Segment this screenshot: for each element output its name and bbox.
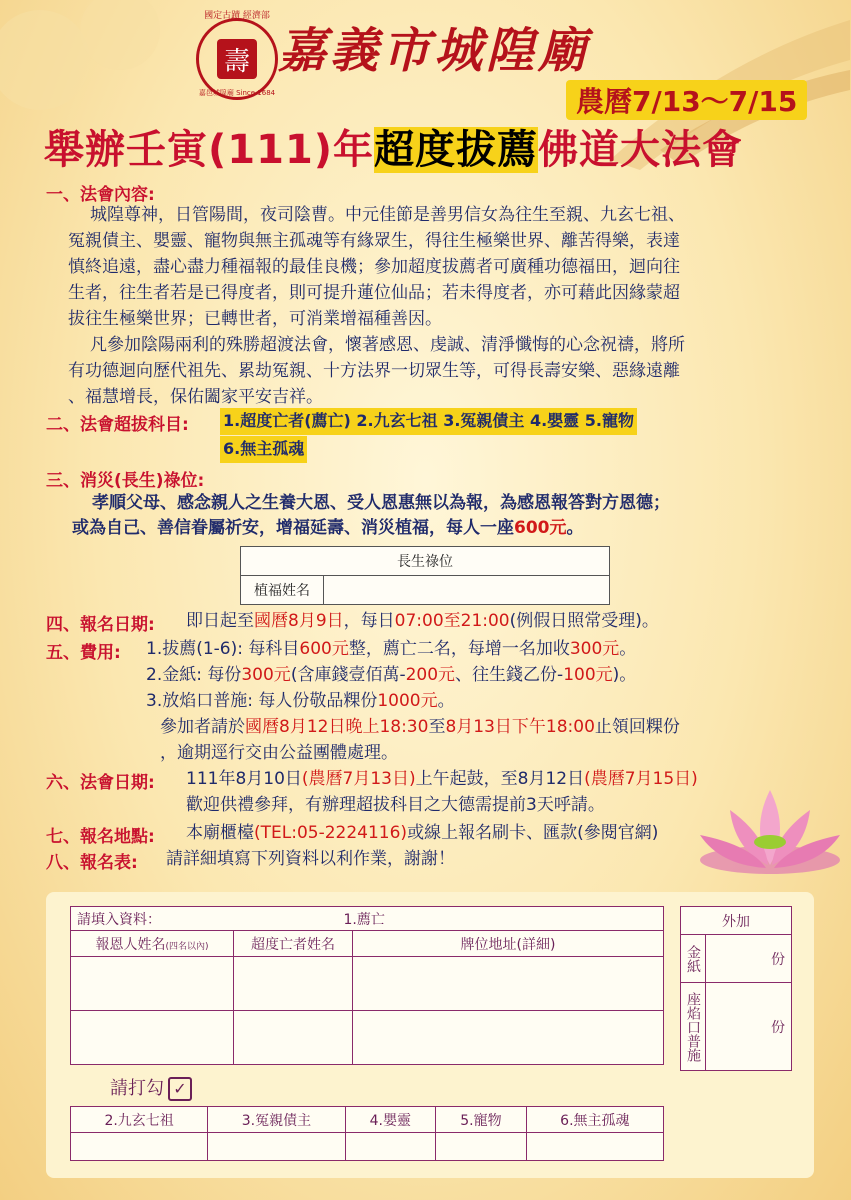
sec4-t5: (例假日照常受理)。 — [509, 611, 659, 631]
sec8-text: 請詳細填寫下列資料以利作業，謝謝！ — [166, 849, 455, 869]
sec4-t3: ，每日 — [343, 611, 395, 631]
sec6-heading: 六、法會日期: — [46, 773, 155, 793]
check-item: 6.無主孤魂 — [526, 1107, 663, 1133]
sec2-items-line2: 6.無主孤魂 — [220, 436, 307, 463]
sec3-line1: 孝順父母、感念親人之生養大恩、受人恩惠無以為報，為感恩報答對方恩德； — [92, 493, 670, 513]
sec5-line1 — [146, 636, 636, 663]
col-donor-name-note: (四名以內) — [165, 941, 209, 952]
extras-table — [680, 906, 792, 1071]
sec7-a: 本廟櫃檯 — [186, 823, 254, 843]
sec4-text — [186, 608, 659, 635]
sec8-heading: 八、報名表: — [46, 853, 138, 873]
sec5-l1c: 整，薦亡二名，每增一名加收 — [348, 639, 570, 659]
sec3-heading: 三、消災(長生)祿位: — [46, 471, 205, 491]
check-prompt — [110, 1074, 192, 1101]
sec7-heading: 七、報名地點: — [46, 827, 155, 847]
sec1-p1-l2: 冤親債主、嬰靈、寵物與無主孤魂等有緣眾生，得往生極樂世界、離苦得樂，表達 — [68, 231, 680, 251]
sec5-l2c: (含庫錢壹佰萬- — [290, 665, 406, 685]
sec5-l3c: 。 — [437, 691, 455, 711]
sec3-line2 — [72, 515, 584, 542]
longevity-table — [240, 546, 610, 605]
check-cell[interactable] — [436, 1133, 527, 1161]
fill-label: 請填入資料： — [71, 907, 234, 931]
gold-paper-qty[interactable] — [706, 935, 792, 983]
sec6-d: (農曆7月15日) — [584, 769, 698, 789]
sec5-l1d: 300元 — [569, 639, 620, 659]
sec6-line2: 歡迎供禮參拜，有辦理超拔科目之大德需提前3天呼請。 — [186, 795, 605, 815]
sec4-hours: 07:00至21:00 — [394, 611, 510, 631]
check-cell[interactable] — [208, 1133, 345, 1161]
offering-unit: 份 — [771, 1019, 785, 1036]
longevity-name-label: 植福姓名 — [241, 576, 324, 605]
sec5-line4 — [160, 714, 680, 741]
sec5-l4a: 參加者請於 — [160, 717, 245, 737]
check-item: 4.嬰靈 — [345, 1107, 436, 1133]
sec2-heading: 二、法會超拔科目: — [46, 415, 189, 435]
seal-bottom-text: 嘉邑城隍廟 Since 1684 — [198, 89, 276, 97]
sec6-c: 上午起鼓，至8月12日 — [415, 769, 585, 789]
sec7-c: 或線上報名刷卡、匯款(參閱官網) — [407, 823, 659, 843]
donor-name-cell[interactable] — [71, 957, 234, 1011]
col-tablet-address: 牌位地址(詳細) — [353, 931, 664, 957]
longevity-table-title: 長生祿位 — [241, 547, 610, 576]
deceased-name-cell[interactable] — [234, 957, 353, 1011]
lunar-dates-badge: 農曆7/13～7/15 — [566, 80, 807, 120]
sec5-l3b: 1000元 — [377, 691, 438, 711]
tablet-address-cell[interactable] — [353, 1011, 664, 1065]
sec1-p2-l1: 凡參加陰陽兩利的殊勝超渡法會，懷著感恩、虔誠、清淨懺悔的心念祝禱，將所 — [90, 335, 685, 355]
sec5-l2g: )。 — [612, 665, 637, 685]
sec1-p1-l3: 慎終追遠，盡心盡力種福報的最佳良機；參加超度拔薦者可廣種功德福田，迴向往 — [68, 257, 680, 277]
sec5-heading: 五、費用: — [46, 643, 121, 663]
sec5-l1b: 600元 — [299, 639, 349, 659]
sec3-line2-post: 。 — [566, 518, 584, 538]
sec5-line5: ，逾期逕行交由公益團體處理。 — [160, 743, 398, 763]
title-highlight: 超度拔薦 — [374, 127, 539, 173]
sec5-l4d: 8月13日下午18:00 — [445, 717, 595, 737]
temple-name: 嘉義市城隍廟 — [278, 23, 591, 79]
sec5-l4c: 至 — [428, 717, 446, 737]
sec5-l2a: 2.金紙: 每份 — [146, 665, 242, 685]
sec1-p2-l2: 有功德迴向歷代祖先、累劫冤親、十方法界一切眾生等，可得長壽安樂、惡緣遠離 — [68, 361, 680, 381]
checkbox-table — [70, 1106, 664, 1161]
sec5-l2b: 300元 — [241, 665, 291, 685]
title-post: 佛道大法會 — [538, 127, 744, 173]
sec5-l4e: 止領回粿份 — [594, 717, 680, 737]
sec5-l4b: 國曆8月12日晚上18:30 — [245, 717, 429, 737]
donor-name-cell[interactable] — [71, 1011, 234, 1065]
sec5-l2e: 、往生錢乙份- — [455, 665, 564, 685]
sec1-p1-l1: 城隍尊神，日管陽間，夜司陰曹。中元佳節是善男信女為往生至親、九玄七祖、 — [90, 205, 685, 225]
sec1-heading: 一、法會內容: — [46, 185, 155, 205]
tablet-address-cell[interactable] — [353, 957, 664, 1011]
longevity-name-field[interactable] — [324, 576, 610, 605]
check-item: 5.寵物 — [436, 1107, 527, 1133]
extras-title: 外加 — [681, 907, 792, 935]
check-cell[interactable] — [71, 1133, 208, 1161]
check-cell[interactable] — [526, 1133, 663, 1161]
col-donor-name-label: 報恩人姓名 — [95, 936, 166, 953]
sec7-text — [186, 820, 658, 847]
seal-character: 壽 — [217, 39, 257, 79]
sec1-p1-l4: 生者，往生者若是已得度者，則可提升蓮位仙品；若未得度者，亦可藉此因緣蒙超 — [68, 283, 680, 303]
col-deceased-name: 超度亡者姓名 — [234, 931, 353, 957]
sec3-line2-pre: 或為自己、善信眷屬祈安，增福延壽、消災植福，每人一座 — [72, 518, 514, 538]
check-cell[interactable] — [345, 1133, 436, 1161]
lotus-flower-icon — [690, 780, 850, 880]
check-label: 請打勾 — [110, 1078, 164, 1099]
sec5-l2d: 200元 — [405, 665, 456, 685]
offering-qty[interactable] — [706, 983, 792, 1071]
form-section-title: 1.薦亡 — [234, 907, 664, 931]
sec6-a: 111年8月10日 — [186, 769, 302, 789]
sec4-t1: 即日起至 — [186, 611, 254, 631]
check-item: 2.九玄七祖 — [71, 1107, 208, 1133]
memorial-form-table — [70, 906, 664, 1065]
sec5-line3 — [146, 688, 455, 715]
sec5-l1a: 1.拔薦(1-6): 每科目 — [146, 639, 300, 659]
offering-label: 座焰口普施 — [681, 983, 706, 1071]
sec2-items-line1: 1.超度亡者(薦亡) 2.九玄七祖 3.冤親債主 4.嬰靈 5.寵物 — [220, 408, 637, 435]
checkbox-icon[interactable]: ✓ — [168, 1077, 192, 1101]
gold-paper-unit: 份 — [771, 951, 785, 968]
sec6-b: (農曆7月13日) — [301, 769, 416, 789]
gold-paper-label: 金紙 — [681, 935, 706, 983]
main-title — [44, 118, 743, 175]
check-item: 3.冤親債主 — [208, 1107, 345, 1133]
sec7-phone: (TEL:05-2224116) — [254, 823, 408, 843]
sec1-p1-l5: 拔往生極樂世界；已轉世者，可消業增福種善因。 — [68, 309, 442, 329]
col-donor-name — [71, 931, 234, 957]
deceased-name-cell[interactable] — [234, 1011, 353, 1065]
sec1-p2-l3: 、福慧增長，保佑闔家平安吉祥。 — [68, 387, 323, 407]
sec6-line1 — [186, 766, 698, 793]
sec4-date: 國曆8月9日 — [254, 611, 344, 631]
sec5-line2 — [146, 662, 636, 689]
sec5-l2f: 100元 — [563, 665, 613, 685]
title-pre: 舉辦壬寅(111)年 — [44, 127, 375, 173]
sec4-heading: 四、報名日期: — [46, 615, 155, 635]
sec5-l3a: 3.放焰口普施: 每人份敬品粿份 — [146, 691, 378, 711]
sec5-l1e: 。 — [619, 639, 637, 659]
seal-top-text: 國定古蹟 經濟部 — [204, 11, 270, 21]
sec3-price: 600元 — [514, 518, 567, 538]
